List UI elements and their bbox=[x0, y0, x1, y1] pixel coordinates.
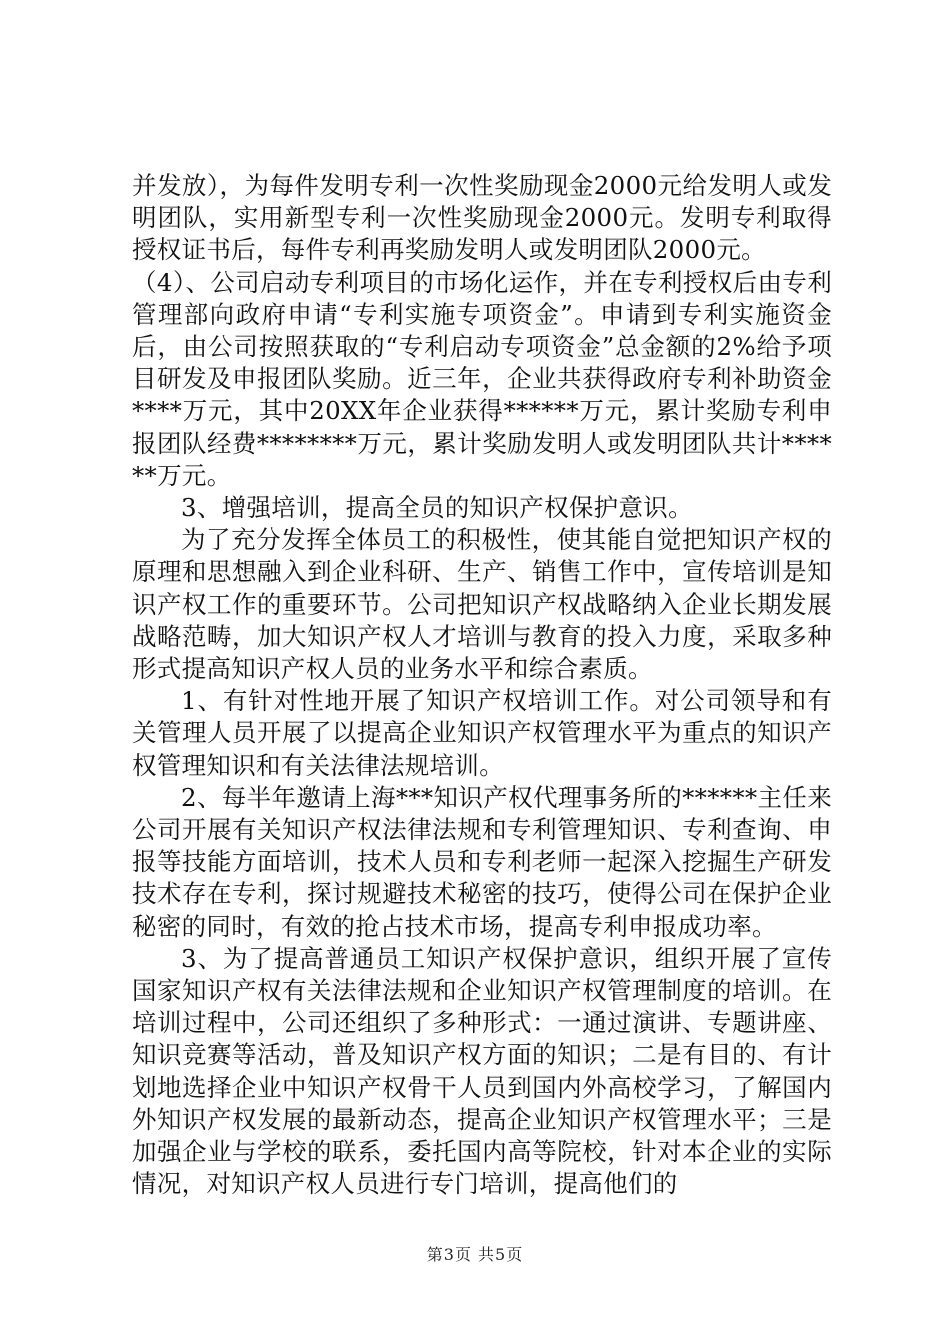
paragraph-award-continuation: 并发放），为每件发明专利一次性奖励现金2000元给发明人或发明团队，实用新型专利一次性奖励现金2000元。发明专利取得授权证书后，每件专利再奖励发明人或发明团队2000元。 bbox=[132, 171, 832, 265]
paragraph-training-item-1: 1、有针对性地开展了知识产权培训工作。对公司领导和有关管理人员开展了以提高企业知识产权管理水平为重点的知识产权管理知识和有关法律法规培训。 bbox=[132, 686, 832, 780]
section-heading-training: 3、增强培训，提高全员的知识产权保护意识。 bbox=[181, 493, 693, 523]
page-number: 第3页 共5页 bbox=[426, 1245, 524, 1264]
paragraph-training-item-2: 2、每半年邀请上海***知识产权代理事务所的******主任来公司开展有关知识产权法律法规和专利管理知识、专利查询、申报等技能方面培训，技术人员和专利老师一起深入挖掘生产研发技术存在专利，探讨规避技术秘密的技巧，使得公司在保护企业秘密的同时，有效的抢占技术市场，提高专利申报成功率。 bbox=[132, 782, 832, 941]
page-footer bbox=[0, 1245, 950, 1265]
paragraph-training-item-3: 3、为了提高普通员工知识产权保护意识，组织开展了宣传国家知识产权有关法律法规和企业知识产权管理制度的培训。在培训过程中，公司还组织了多种形式：一通过演讲、专题讲座、知识竞赛等活动，普及知识产权方面的知识；二是有目的、有计划地选择企业中知识产权骨干人员到国内外高校学习，了解国内外知识产权发展的最新动态，提高企业知识产权管理水平；三是加强企业与学校的联系，委托国内高等院校，针对本企业的实际情况，对知识产权人员进行专门培训，提高他们的 bbox=[132, 943, 832, 1199]
paragraph-item-4: （4）、公司启动专利项目的市场化运作，并在专利授权后由专利管理部向政府申请“专利实施专项资金”。申请到专利实施资金后，由公司按照获取的“专利启动专项资金”总金额的2%给予项目研发及申报团队奖励。近三年，企业共获得政府专利补助资金****万元，其中20XX年企业获得******万元，累计奖励专利申报团队经费********万元，累计奖励发明人或发明团队共计******万元。 bbox=[132, 267, 832, 490]
document-body bbox=[132, 170, 832, 1201]
paragraph-training-intro: 为了充分发挥全体员工的积极性，使其能自觉把知识产权的原理和思想融入到企业科研、生产、销售工作中，宣传培训是知识产权工作的重要环节。公司把知识产权战略纳入企业长期发展战略范畴，加大知识产权人才培训与教育的投入力度，采取多种形式提高知识产权人员的业务水平和综合素质。 bbox=[132, 525, 832, 684]
